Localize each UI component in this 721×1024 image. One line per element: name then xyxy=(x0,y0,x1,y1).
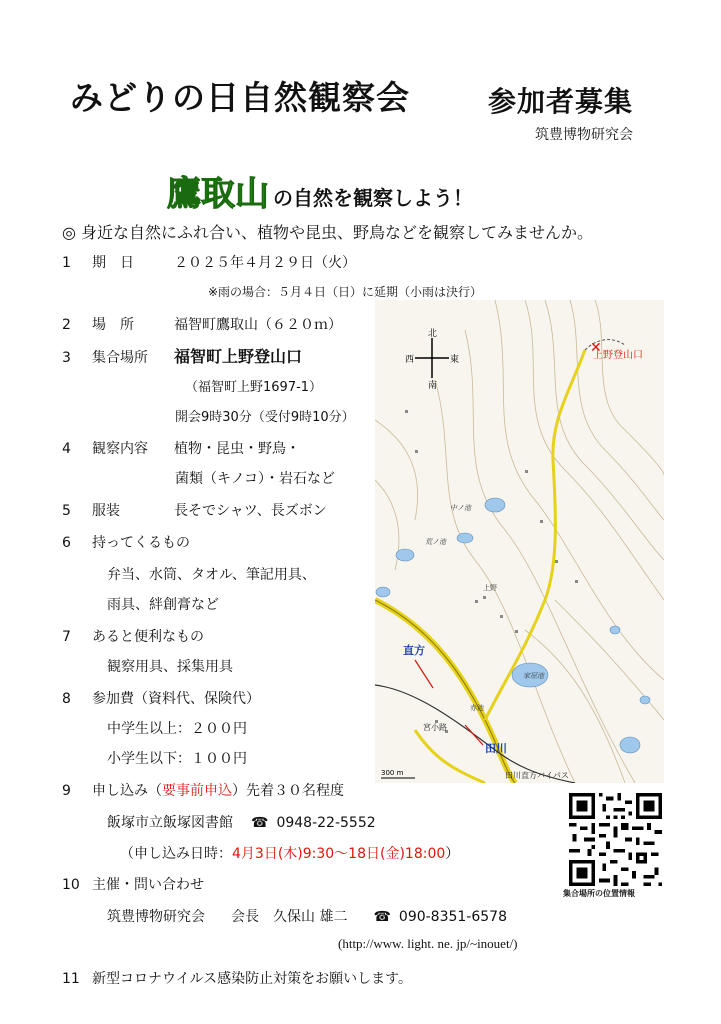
item-7-line1: 観察用具、採集用具 xyxy=(107,659,233,675)
item-label: 観察内容 xyxy=(92,441,148,457)
item-4-line2: 菌類（キノコ）・岩石など xyxy=(175,471,336,487)
item-3 xyxy=(62,344,302,367)
qr-caption: 集合場所の位置情報 xyxy=(563,889,635,898)
item-2 xyxy=(62,314,342,334)
fee-elementary: 小学生以下：１００円 xyxy=(107,751,247,767)
item-value: 福智町鷹取山（６２０ｍ） xyxy=(174,317,342,333)
headline xyxy=(167,166,473,215)
trailhead-marker xyxy=(590,340,643,361)
item-9 xyxy=(62,780,344,800)
tagawa-arrow xyxy=(465,725,483,745)
item-value: 植物・昆虫・野鳥・ xyxy=(174,441,300,457)
item-label: あると便利なもの xyxy=(92,629,204,645)
item-number: 11 xyxy=(62,971,80,987)
item-5 xyxy=(62,500,327,520)
pond-7 xyxy=(640,696,650,704)
bypass-road-edge xyxy=(375,600,515,783)
covid-note: 新型コロナウイルス感染防止対策をお願いします。 xyxy=(92,971,413,987)
period-dates: 4月3日(木)9:30～18日(金)18:00 xyxy=(232,846,446,862)
compass-north: 北 xyxy=(428,329,438,339)
item-number: 2 xyxy=(62,317,71,333)
rain-note: ※雨の場合：５月４日（日）に延期（小雨は決行） xyxy=(208,285,483,299)
bypass-road xyxy=(375,600,515,783)
scale-bar xyxy=(381,769,415,778)
intro-text: ◎ 身近な自然にふれ合い、植物や昆虫、野鳥などを観察してみませんか。 xyxy=(62,223,594,242)
item-6-line1: 弁当、水筒、タオル、筆記用具、 xyxy=(107,567,316,583)
cross-icon: ✕ xyxy=(590,340,602,356)
website-url[interactable]: (http://www. light. ne. jp/~inouet/) xyxy=(338,936,518,951)
item-number: 8 xyxy=(62,691,71,707)
page-title: みどりの日自然観察会 xyxy=(70,78,410,117)
library-name: 飯塚市立飯塚図書館 xyxy=(107,815,233,831)
item-value: 長そでシャツ、長ズボン xyxy=(174,503,327,519)
period-label: （申し込み日時： xyxy=(120,846,232,862)
scale-label: 300 m xyxy=(381,769,404,777)
pond-label-3: 家屋池 xyxy=(523,672,544,680)
compass-west: 西 xyxy=(405,355,415,365)
item-label: 持ってくるもの xyxy=(92,535,190,551)
item-label: 申し込み（ xyxy=(92,783,162,799)
contact-leader: 会長 久保山 雄二 xyxy=(231,909,348,925)
area-label-2: 赤池 xyxy=(470,704,484,712)
map-graphic xyxy=(375,300,664,783)
miyakoji-label: 宮小路 xyxy=(423,723,447,732)
organizer-name: 筑豊博物研究会 xyxy=(535,127,633,143)
item-value: 福智町上野登山口 xyxy=(174,347,303,366)
period-close: ） xyxy=(445,846,460,862)
item-number: 5 xyxy=(62,503,71,519)
item-1 xyxy=(62,252,356,272)
item-number: 7 xyxy=(62,629,71,645)
meeting-address: （福智町上野1697-1） xyxy=(185,380,323,395)
capacity-note: ）先着３０名程度 xyxy=(232,783,344,799)
item-7 xyxy=(62,626,204,646)
library-phone: 0948-22-5552 xyxy=(276,815,376,831)
meeting-time: 開会9時30分（受付9時10分） xyxy=(175,410,355,425)
pond-1 xyxy=(485,498,505,512)
qr-code[interactable] xyxy=(569,793,662,886)
pond-4 xyxy=(396,549,414,561)
bypass-label: 田川直方バイパス xyxy=(505,771,569,780)
item-value: ２０２５年４月２９日（火） xyxy=(174,255,356,271)
compass xyxy=(405,327,459,391)
item-number: 4 xyxy=(62,441,71,457)
contact-phone: 090-8351-6578 xyxy=(398,909,507,925)
pond-label-2: 荒ノ池 xyxy=(425,538,446,546)
side-road xyxy=(415,730,485,783)
pond-8 xyxy=(610,626,620,634)
item-number: 9 xyxy=(62,783,71,799)
pond-6 xyxy=(620,737,640,753)
item-label: 場 所 xyxy=(92,317,134,333)
item-11 xyxy=(62,968,412,988)
item-6-line2: 雨具、絆創膏など xyxy=(107,597,219,613)
pond-2 xyxy=(457,533,473,543)
item-number: 1 xyxy=(62,255,71,271)
phone-icon: ☎ xyxy=(251,815,269,831)
compass-east: 東 xyxy=(450,355,460,365)
item-label: 主催・問い合わせ xyxy=(92,877,204,893)
mountain-name: 鷹取山 xyxy=(167,174,269,214)
pond-5 xyxy=(376,587,390,597)
fee-junior-high: 中学生以上：２００円 xyxy=(107,721,247,737)
item-label: 期 日 xyxy=(92,255,134,271)
trailhead-label: 上野登山口 xyxy=(593,350,643,361)
pond-label-1: 中ノ池 xyxy=(450,504,471,512)
qr-code-graphic xyxy=(569,793,662,886)
contact-line xyxy=(107,906,507,926)
item-number: 3 xyxy=(62,350,71,366)
nogata-arrow xyxy=(415,660,433,688)
contour-lines xyxy=(375,300,664,783)
area-label-1: 上野 xyxy=(483,584,497,592)
item-number: 10 xyxy=(62,877,80,893)
item-6 xyxy=(62,532,190,552)
nogata-label: 直方 xyxy=(403,644,425,657)
phone-icon: ☎ xyxy=(373,909,391,925)
item-label: 服装 xyxy=(92,503,120,519)
contact-org: 筑豊博物研究会 xyxy=(107,909,205,925)
item-4 xyxy=(62,438,300,458)
item-label: 参加費（資料代、保険代） xyxy=(92,691,260,707)
item-10 xyxy=(62,874,204,894)
advance-booking-note: 要事前申込 xyxy=(162,783,232,799)
item-label: 集合場所 xyxy=(92,350,148,366)
compass-south: 南 xyxy=(428,381,438,391)
application-place xyxy=(107,812,376,832)
route-map xyxy=(375,300,664,783)
item-number: 6 xyxy=(62,535,71,551)
application-period xyxy=(120,843,459,863)
page-title-suffix: 参加者募集 xyxy=(488,85,634,118)
item-8 xyxy=(62,688,260,708)
roads xyxy=(375,340,625,783)
headline-rest: の自然を観察しよう！ xyxy=(273,186,473,210)
tagawa-label: 田川 xyxy=(485,742,507,755)
